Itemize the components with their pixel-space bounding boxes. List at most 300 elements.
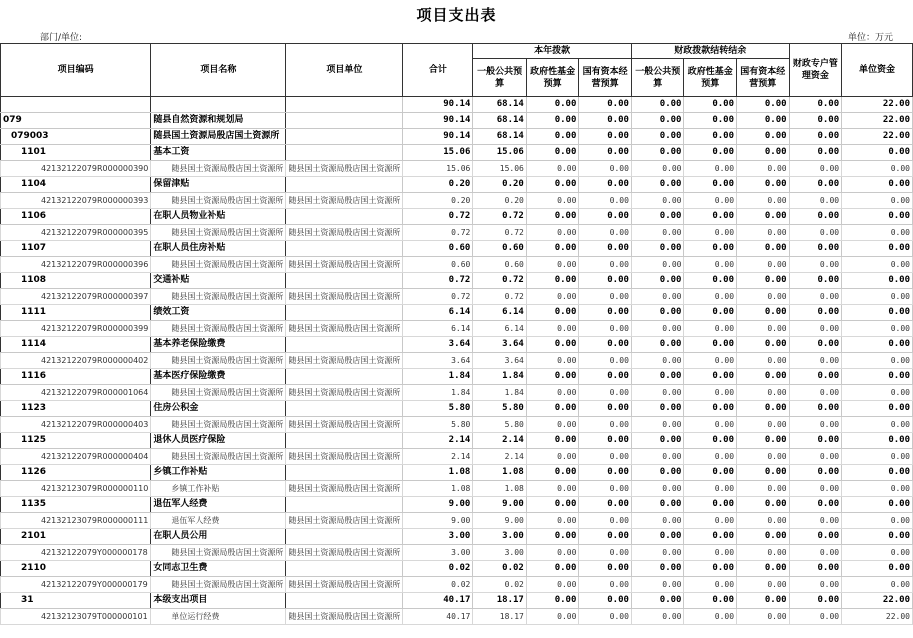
amount-cell: 0.02: [473, 577, 526, 593]
table-row: [1, 417, 913, 433]
amount-cell: 0.00: [631, 273, 684, 289]
table-row: [1, 193, 913, 209]
amount-cell: 0.00: [789, 497, 842, 513]
amount-cell: 0.00: [579, 417, 632, 433]
amount-cell: 22.00: [842, 97, 913, 113]
amount-cell: 0.00: [842, 529, 913, 545]
amount-cell: 0.60: [473, 241, 526, 257]
amount-cell: 0.00: [842, 177, 913, 193]
amount-cell: 0.00: [737, 257, 790, 273]
amount-cell: 0.00: [684, 321, 737, 337]
amount-cell: 1.84: [403, 385, 473, 401]
project-code-cell: 42132122079Y000000179: [1, 577, 151, 593]
project-name-cell: 保留津贴: [151, 177, 286, 193]
amount-cell: 2.14: [403, 433, 473, 449]
amount-cell: 0.00: [684, 337, 737, 353]
amount-cell: 0.00: [737, 433, 790, 449]
amount-cell: 0.00: [631, 401, 684, 417]
project-name-cell: 本级支出项目: [151, 593, 286, 609]
amount-cell: 0.00: [526, 337, 579, 353]
project-unit-cell: 随县国土资源局殷店国土资源所: [286, 289, 403, 305]
project-name-cell: 随县国土资源局殷店国土资源所: [151, 161, 286, 177]
header-group-transfer: 财政拨款结转结余: [631, 44, 789, 59]
project-code-cell: 42132122079R000000403: [1, 417, 151, 433]
amount-cell: 0.00: [789, 433, 842, 449]
amount-cell: 3.00: [473, 529, 526, 545]
amount-cell: 0.00: [631, 337, 684, 353]
amount-cell: 0.00: [737, 177, 790, 193]
amount-cell: 0.00: [737, 241, 790, 257]
amount-cell: 0.00: [631, 433, 684, 449]
amount-cell: 3.64: [403, 337, 473, 353]
table-row: [1, 321, 913, 337]
amount-cell: 0.00: [684, 177, 737, 193]
project-unit-cell: 随县国土资源局殷店国土资源所: [286, 353, 403, 369]
project-name-cell: 随县国土资源局殷店国土资源所: [151, 193, 286, 209]
amount-cell: 0.00: [842, 353, 913, 369]
table-row: [1, 481, 913, 497]
amount-cell: 0.60: [403, 257, 473, 273]
project-unit-cell: 随县国土资源局殷店国土资源所: [286, 513, 403, 529]
table-row: [1, 465, 913, 481]
header-cur-state: 国有资本经营预算: [579, 59, 632, 97]
amount-cell: 0.00: [684, 417, 737, 433]
amount-cell: 0.00: [526, 129, 579, 145]
table-body: [1, 97, 913, 625]
amount-cell: 0.00: [684, 401, 737, 417]
amount-cell: 0.00: [579, 129, 632, 145]
amount-cell: 0.00: [684, 193, 737, 209]
amount-cell: 0.00: [631, 97, 684, 113]
project-name-cell: 随县国土资源局殷店国土资源所: [151, 257, 286, 273]
amount-cell: 0.00: [684, 465, 737, 481]
amount-cell: 0.00: [631, 193, 684, 209]
table-row: [1, 273, 913, 289]
project-name-cell: 在职人员公用: [151, 529, 286, 545]
project-name-cell: 退伍军人经费: [151, 497, 286, 513]
project-code-cell: 1108: [1, 273, 151, 289]
amount-cell: 0.00: [737, 145, 790, 161]
amount-cell: 0.00: [842, 289, 913, 305]
project-unit-cell: 随县国土资源局殷店国土资源所: [286, 321, 403, 337]
project-code-cell: 1114: [1, 337, 151, 353]
project-unit-cell: [286, 97, 403, 113]
amount-cell: 0.00: [789, 289, 842, 305]
amount-cell: 0.00: [737, 593, 790, 609]
amount-cell: 15.06: [403, 145, 473, 161]
amount-cell: 0.72: [403, 225, 473, 241]
amount-cell: 0.00: [526, 241, 579, 257]
amount-cell: 0.00: [526, 273, 579, 289]
project-unit-cell: 随县国土资源局殷店国土资源所: [286, 545, 403, 561]
amount-cell: 68.14: [473, 113, 526, 129]
amount-cell: 0.00: [842, 161, 913, 177]
project-unit-cell: 随县国土资源局殷店国土资源所: [286, 257, 403, 273]
amount-cell: 0.00: [631, 449, 684, 465]
amount-cell: 0.00: [737, 513, 790, 529]
project-code-cell: 42132122079R000001064: [1, 385, 151, 401]
project-name-cell: 在职人员住房补贴: [151, 241, 286, 257]
amount-cell: 0.00: [579, 529, 632, 545]
project-name-cell: 随县国土资源局殷店国土资源所: [151, 225, 286, 241]
amount-cell: 0.00: [631, 113, 684, 129]
amount-cell: 0.00: [684, 113, 737, 129]
amount-cell: 0.00: [579, 545, 632, 561]
amount-cell: 0.00: [526, 449, 579, 465]
amount-cell: 0.00: [842, 465, 913, 481]
amount-cell: 22.00: [842, 593, 913, 609]
amount-cell: 0.00: [526, 593, 579, 609]
project-name-cell: 乡镇工作补贴: [151, 481, 286, 497]
amount-cell: 22.00: [842, 113, 913, 129]
amount-cell: 1.84: [473, 385, 526, 401]
header-cur-general: 一般公共预算: [473, 59, 526, 97]
project-code-cell: 2101: [1, 529, 151, 545]
table-row: [1, 449, 913, 465]
amount-cell: 0.00: [631, 609, 684, 625]
project-code-cell: 1125: [1, 433, 151, 449]
amount-cell: 0.00: [789, 145, 842, 161]
amount-cell: 0.00: [842, 449, 913, 465]
amount-cell: 0.00: [579, 481, 632, 497]
project-code-cell: 079003: [1, 129, 151, 145]
amount-cell: 0.00: [631, 529, 684, 545]
amount-cell: 1.84: [473, 369, 526, 385]
amount-cell: 0.00: [842, 513, 913, 529]
amount-cell: 0.00: [842, 193, 913, 209]
amount-cell: 0.00: [526, 113, 579, 129]
amount-cell: 0.00: [579, 401, 632, 417]
amount-cell: 0.00: [526, 193, 579, 209]
project-unit-cell: [286, 241, 403, 257]
project-name-cell: 随县自然资源和规划局: [151, 113, 286, 129]
amount-cell: 0.60: [403, 241, 473, 257]
project-code-cell: 079: [1, 113, 151, 129]
amount-cell: 0.00: [526, 97, 579, 113]
amount-cell: 0.00: [526, 225, 579, 241]
amount-cell: 0.00: [789, 561, 842, 577]
amount-cell: 22.00: [842, 609, 913, 625]
amount-cell: 0.00: [737, 545, 790, 561]
project-unit-cell: [286, 177, 403, 193]
amount-cell: 0.00: [579, 561, 632, 577]
project-unit-cell: [286, 465, 403, 481]
amount-cell: 0.00: [737, 449, 790, 465]
amount-cell: 0.00: [579, 177, 632, 193]
amount-cell: 0.00: [842, 225, 913, 241]
project-name-cell: 随县国土资源局殷店国土资源所: [151, 129, 286, 145]
amount-cell: 0.02: [403, 577, 473, 593]
amount-cell: 0.00: [789, 209, 842, 225]
amount-cell: 0.00: [526, 465, 579, 481]
amount-cell: 15.06: [403, 161, 473, 177]
amount-cell: 68.14: [473, 97, 526, 113]
amount-cell: 0.00: [684, 289, 737, 305]
amount-cell: 0.00: [789, 609, 842, 625]
amount-cell: 0.00: [526, 561, 579, 577]
amount-cell: 0.00: [789, 353, 842, 369]
amount-cell: 0.00: [789, 257, 842, 273]
amount-cell: 3.00: [403, 529, 473, 545]
amount-cell: 0.00: [789, 513, 842, 529]
project-unit-cell: 随县国土资源局殷店国土资源所: [286, 225, 403, 241]
table-row: [1, 545, 913, 561]
amount-cell: 0.00: [526, 305, 579, 321]
amount-cell: 0.00: [526, 289, 579, 305]
table-row: [1, 225, 913, 241]
amount-cell: 0.00: [789, 385, 842, 401]
amount-cell: 0.00: [631, 145, 684, 161]
amount-cell: 0.00: [684, 369, 737, 385]
amount-cell: 0.00: [789, 529, 842, 545]
amount-cell: 0.00: [684, 241, 737, 257]
amount-cell: 0.00: [579, 353, 632, 369]
amount-cell: 6.14: [473, 305, 526, 321]
header-cur-fund: 政府性基金预算: [526, 59, 579, 97]
project-code-cell: 1116: [1, 369, 151, 385]
amount-cell: 0.00: [684, 609, 737, 625]
amount-cell: 0.00: [684, 449, 737, 465]
amount-cell: 0.00: [684, 97, 737, 113]
amount-cell: 0.00: [789, 129, 842, 145]
amount-cell: 0.00: [579, 145, 632, 161]
amount-cell: 0.00: [684, 353, 737, 369]
amount-cell: 0.00: [789, 465, 842, 481]
amount-cell: 0.00: [526, 161, 579, 177]
amount-cell: 0.00: [526, 353, 579, 369]
project-code-cell: 42132122079R000000397: [1, 289, 151, 305]
amount-cell: 3.64: [473, 353, 526, 369]
amount-cell: 0.00: [789, 177, 842, 193]
amount-cell: 0.00: [842, 497, 913, 513]
amount-cell: 0.00: [789, 369, 842, 385]
amount-cell: 0.00: [789, 401, 842, 417]
amount-cell: 0.72: [473, 273, 526, 289]
table-row: [1, 353, 913, 369]
amount-cell: 0.00: [684, 225, 737, 241]
amount-cell: 0.00: [842, 545, 913, 561]
amount-cell: 0.00: [579, 305, 632, 321]
page-title: 项目支出表: [416, 6, 497, 24]
amount-cell: 0.00: [579, 465, 632, 481]
project-unit-cell: 随县国土资源局殷店国土资源所: [286, 449, 403, 465]
amount-cell: 40.17: [403, 609, 473, 625]
project-code-cell: [1, 97, 151, 113]
amount-cell: 0.72: [473, 225, 526, 241]
amount-cell: 6.14: [403, 321, 473, 337]
amount-cell: 0.00: [789, 321, 842, 337]
project-code-cell: 1101: [1, 145, 151, 161]
amount-cell: 5.80: [403, 417, 473, 433]
project-name-cell: 单位运行经费: [151, 609, 286, 625]
table-row: [1, 289, 913, 305]
amount-cell: 2.14: [473, 449, 526, 465]
amount-cell: 22.00: [842, 129, 913, 145]
amount-cell: 0.00: [789, 241, 842, 257]
amount-cell: 0.00: [526, 401, 579, 417]
amount-cell: 1.84: [403, 369, 473, 385]
table-row: [1, 529, 913, 545]
amount-cell: 0.02: [403, 561, 473, 577]
amount-cell: 0.00: [737, 161, 790, 177]
amount-cell: 0.00: [842, 241, 913, 257]
header-tr-state: 国有资本经营预算: [737, 59, 790, 97]
amount-cell: 0.00: [631, 577, 684, 593]
amount-cell: 0.00: [737, 129, 790, 145]
table-row: [1, 593, 913, 609]
project-name-cell: 女同志卫生费: [151, 561, 286, 577]
amount-cell: 0.20: [473, 193, 526, 209]
project-unit-cell: 随县国土资源局殷店国土资源所: [286, 577, 403, 593]
project-unit-cell: 随县国土资源局殷店国土资源所: [286, 385, 403, 401]
project-unit-cell: [286, 497, 403, 513]
table-row: [1, 433, 913, 449]
amount-cell: 0.00: [737, 305, 790, 321]
amount-cell: 0.00: [579, 241, 632, 257]
amount-cell: 3.00: [473, 545, 526, 561]
project-unit-cell: [286, 401, 403, 417]
amount-cell: 0.00: [789, 225, 842, 241]
amount-cell: 0.00: [631, 241, 684, 257]
table-row: [1, 305, 913, 321]
table-row: [1, 497, 913, 513]
amount-cell: 0.02: [473, 561, 526, 577]
amount-cell: 0.00: [737, 113, 790, 129]
amount-cell: 0.00: [526, 433, 579, 449]
amount-cell: 0.00: [526, 529, 579, 545]
amount-cell: 0.20: [473, 177, 526, 193]
amount-cell: 0.00: [737, 209, 790, 225]
amount-cell: 0.00: [737, 401, 790, 417]
project-name-cell: 基本医疗保险缴费: [151, 369, 286, 385]
table-row: [1, 209, 913, 225]
table-row: [1, 113, 913, 129]
amount-cell: 0.00: [737, 609, 790, 625]
table-row: [1, 609, 913, 625]
amount-cell: 0.00: [684, 593, 737, 609]
table-row: [1, 257, 913, 273]
amount-cell: 0.00: [579, 433, 632, 449]
amount-cell: 0.00: [737, 385, 790, 401]
amount-cell: 0.00: [737, 193, 790, 209]
amount-cell: 0.00: [737, 273, 790, 289]
amount-cell: 0.00: [789, 193, 842, 209]
project-code-cell: 42132122079Y000000178: [1, 545, 151, 561]
header-special: 财政专户管理资金: [789, 44, 842, 97]
project-name-cell: 住房公积金: [151, 401, 286, 417]
amount-cell: 0.00: [579, 321, 632, 337]
amount-cell: 0.00: [842, 337, 913, 353]
amount-cell: 0.00: [684, 273, 737, 289]
header-unit-fund: 单位资金: [842, 44, 913, 97]
project-code-cell: 42132122079R000000390: [1, 161, 151, 177]
amount-cell: 0.00: [684, 305, 737, 321]
table-row: [1, 385, 913, 401]
amount-cell: 0.00: [842, 433, 913, 449]
amount-cell: 0.00: [789, 593, 842, 609]
amount-cell: 0.72: [403, 209, 473, 225]
amount-cell: 0.00: [579, 369, 632, 385]
amount-cell: 0.00: [579, 337, 632, 353]
amount-cell: 0.00: [526, 481, 579, 497]
amount-cell: 0.00: [631, 129, 684, 145]
amount-cell: 1.08: [403, 481, 473, 497]
amount-cell: 0.00: [842, 273, 913, 289]
project-code-cell: 42132122079R000000399: [1, 321, 151, 337]
amount-cell: 9.00: [403, 497, 473, 513]
amount-cell: 0.00: [631, 545, 684, 561]
amount-cell: 0.00: [737, 481, 790, 497]
amount-cell: 3.64: [473, 337, 526, 353]
amount-cell: 3.64: [403, 353, 473, 369]
amount-cell: 0.00: [789, 161, 842, 177]
amount-cell: 6.14: [473, 321, 526, 337]
project-name-cell: 随县国土资源局殷店国土资源所: [151, 321, 286, 337]
project-code-cell: 2110: [1, 561, 151, 577]
amount-cell: 0.00: [526, 609, 579, 625]
amount-cell: 0.00: [631, 209, 684, 225]
amount-cell: 0.00: [579, 289, 632, 305]
amount-cell: 1.08: [473, 465, 526, 481]
project-name-cell: 退伍军人经费: [151, 513, 286, 529]
amount-cell: 0.00: [789, 545, 842, 561]
amount-cell: 0.00: [684, 129, 737, 145]
project-unit-cell: 随县国土资源局殷店国土资源所: [286, 193, 403, 209]
table-row: [1, 577, 913, 593]
amount-cell: 68.14: [473, 129, 526, 145]
amount-cell: 15.06: [473, 161, 526, 177]
amount-cell: 0.00: [631, 593, 684, 609]
amount-cell: 0.00: [631, 561, 684, 577]
amount-cell: 0.00: [526, 545, 579, 561]
amount-cell: 0.00: [842, 321, 913, 337]
amount-cell: 0.00: [737, 577, 790, 593]
amount-cell: 0.72: [473, 289, 526, 305]
amount-cell: 9.00: [473, 513, 526, 529]
project-expenditure-table: [0, 43, 913, 625]
amount-cell: 0.00: [842, 305, 913, 321]
project-code-cell: 42132123079R000000110: [1, 481, 151, 497]
amount-cell: 0.00: [737, 369, 790, 385]
amount-cell: 0.00: [631, 417, 684, 433]
project-code-cell: 42132122079R000000395: [1, 225, 151, 241]
project-name-cell: 随县国土资源局殷店国土资源所: [151, 577, 286, 593]
amount-cell: 0.00: [631, 353, 684, 369]
amount-cell: 0.00: [579, 385, 632, 401]
project-unit-cell: [286, 305, 403, 321]
project-code-cell: 1135: [1, 497, 151, 513]
project-name-cell: 绩效工资: [151, 305, 286, 321]
project-code-cell: 42132122079R000000393: [1, 193, 151, 209]
amount-cell: 5.80: [473, 417, 526, 433]
amount-cell: 0.00: [631, 481, 684, 497]
amount-cell: 1.08: [473, 481, 526, 497]
amount-cell: 0.20: [403, 177, 473, 193]
amount-cell: 0.00: [684, 385, 737, 401]
department-label: 部门/单位:: [40, 33, 83, 43]
project-code-cell: 1107: [1, 241, 151, 257]
table-row: [1, 513, 913, 529]
amount-cell: 0.00: [579, 609, 632, 625]
amount-cell: 0.00: [631, 305, 684, 321]
amount-cell: 0.72: [403, 289, 473, 305]
amount-cell: 90.14: [403, 129, 473, 145]
header-name: 项目名称: [151, 44, 286, 97]
amount-cell: 0.00: [526, 577, 579, 593]
amount-cell: 0.00: [579, 209, 632, 225]
amount-cell: 0.00: [631, 497, 684, 513]
amount-cell: 0.00: [842, 577, 913, 593]
